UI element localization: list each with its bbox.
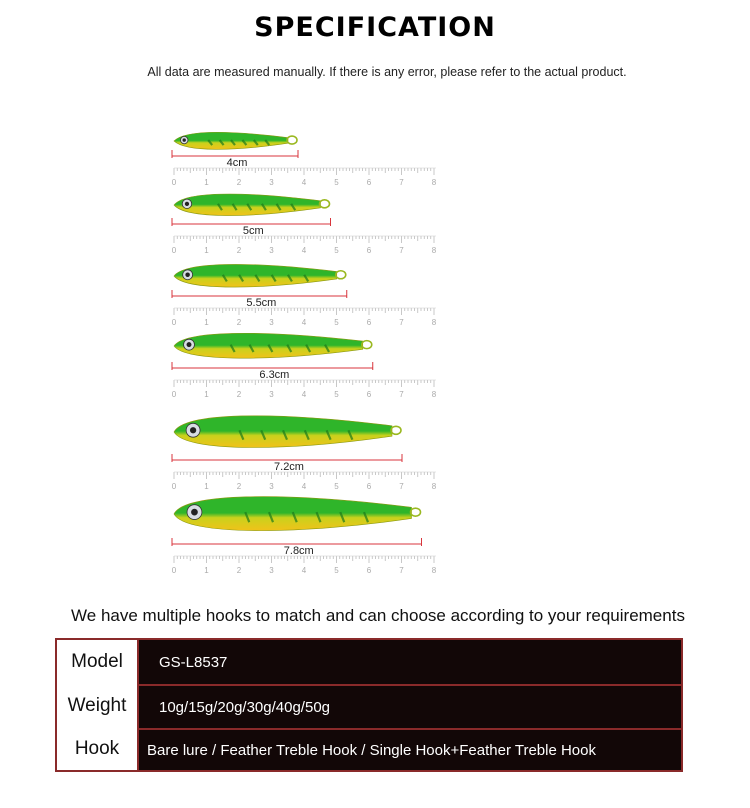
ruler-tick-label: 4 bbox=[301, 482, 307, 491]
ruler-tick-label: 3 bbox=[269, 482, 274, 491]
ruler-tick-label: 0 bbox=[171, 318, 177, 327]
spec-table bbox=[55, 638, 683, 772]
ruler-tick-label: 0 bbox=[171, 390, 177, 399]
spec-row-model bbox=[57, 640, 681, 684]
ruler-tick-label: 6 bbox=[366, 482, 372, 491]
ruler-tick-label: 0 bbox=[171, 566, 177, 575]
ruler-tick-label: 2 bbox=[236, 566, 242, 575]
ruler-tick-label: 5 bbox=[334, 318, 339, 327]
model-label: Model bbox=[57, 640, 137, 684]
lure-length-label: 5.5cm bbox=[246, 297, 277, 309]
lure-item bbox=[168, 484, 448, 578]
spec-title: SPECIFICATION bbox=[254, 12, 496, 43]
ruler-tick-label: 2 bbox=[236, 318, 242, 327]
ruler-tick-label: 7 bbox=[399, 390, 404, 399]
ruler-tick-label: 3 bbox=[269, 178, 274, 187]
ruler-tick-label: 2 bbox=[236, 178, 242, 187]
ruler-tick-label: 7 bbox=[399, 246, 404, 255]
ruler-tick-label: 1 bbox=[204, 390, 209, 399]
lure-figure bbox=[168, 126, 448, 190]
ruler-tick-label: 4 bbox=[301, 390, 307, 399]
hooks-note: We have multiple hooks to match and can choose according to your requirements bbox=[71, 606, 685, 625]
ruler-tick-label: 8 bbox=[431, 390, 437, 399]
ruler-tick-label: 4 bbox=[301, 566, 307, 575]
ruler-tick-label: 7 bbox=[399, 566, 404, 575]
ruler-tick-label: 5 bbox=[334, 178, 339, 187]
ruler-tick-label: 4 bbox=[301, 178, 307, 187]
ruler-tick-label: 4 bbox=[301, 318, 307, 327]
ruler-tick-label: 1 bbox=[204, 246, 209, 255]
lure-length-label: 5cm bbox=[242, 225, 264, 237]
ruler-tick-label: 5 bbox=[334, 246, 339, 255]
lure-length-label: 4cm bbox=[226, 157, 248, 169]
ruler-tick-label: 6 bbox=[366, 318, 372, 327]
model-value: GS-L8537 bbox=[137, 640, 681, 684]
ruler-tick-label: 5 bbox=[334, 566, 339, 575]
ruler-tick-label: 5 bbox=[334, 482, 339, 491]
ruler-tick-label: 3 bbox=[269, 246, 274, 255]
ruler-tick-label: 1 bbox=[204, 482, 209, 491]
ruler-tick-label: 1 bbox=[204, 178, 209, 187]
spec-row-weight bbox=[57, 684, 681, 728]
lure-figure bbox=[168, 404, 448, 494]
ruler-tick-label: 3 bbox=[269, 566, 274, 575]
ruler-tick-label: 8 bbox=[431, 178, 437, 187]
ruler-tick-label: 2 bbox=[236, 482, 242, 491]
ruler-tick-label: 5 bbox=[334, 390, 339, 399]
ruler-tick-label: 8 bbox=[431, 566, 437, 575]
ruler-tick-label: 6 bbox=[366, 390, 372, 399]
ruler-tick-label: 2 bbox=[236, 390, 242, 399]
lure-item bbox=[168, 256, 448, 330]
lure-figure bbox=[168, 186, 448, 258]
ruler-tick-label: 4 bbox=[301, 246, 307, 255]
measure-note: All data are measured manually. If there is any error, please refer to the actual product. bbox=[147, 65, 627, 79]
ruler-tick-label: 8 bbox=[431, 246, 437, 255]
ruler-tick-label: 3 bbox=[269, 318, 274, 327]
lure-item bbox=[168, 404, 448, 494]
lure-figure bbox=[168, 256, 448, 330]
ruler-tick-label: 7 bbox=[399, 482, 404, 491]
ruler-tick-label: 0 bbox=[171, 178, 177, 187]
weight-value: 10g/15g/20g/30g/40g/50g bbox=[137, 684, 681, 728]
ruler-tick-label: 6 bbox=[366, 178, 372, 187]
ruler-tick-label: 6 bbox=[366, 566, 372, 575]
lure-item bbox=[168, 186, 448, 258]
lure-item bbox=[168, 324, 448, 402]
ruler-tick-label: 1 bbox=[204, 566, 209, 575]
weight-label: Weight bbox=[57, 684, 137, 728]
ruler-tick-label: 8 bbox=[431, 482, 437, 491]
ruler-tick-label: 0 bbox=[171, 246, 177, 255]
ruler-tick-label: 8 bbox=[431, 318, 437, 327]
hook-value: Bare lure / Feather Treble Hook / Single Hook+Feather Treble Hook bbox=[137, 728, 681, 770]
ruler-tick-label: 1 bbox=[204, 318, 209, 327]
lure-figure bbox=[168, 484, 448, 578]
lure-item bbox=[168, 126, 448, 190]
ruler-tick-label: 3 bbox=[269, 390, 274, 399]
hook-label: Hook bbox=[57, 728, 137, 770]
spec-row-hook bbox=[57, 728, 681, 770]
lure-length-label: 7.2cm bbox=[274, 461, 304, 473]
lure-length-label: 6.3cm bbox=[259, 369, 290, 381]
ruler-tick-label: 0 bbox=[171, 482, 177, 491]
ruler-tick-label: 7 bbox=[399, 178, 404, 187]
ruler-tick-label: 7 bbox=[399, 318, 404, 327]
ruler-tick-label: 2 bbox=[236, 246, 242, 255]
ruler-tick-label: 6 bbox=[366, 246, 372, 255]
lure-figure bbox=[168, 324, 448, 402]
lure-length-label: 7.8cm bbox=[283, 545, 314, 557]
